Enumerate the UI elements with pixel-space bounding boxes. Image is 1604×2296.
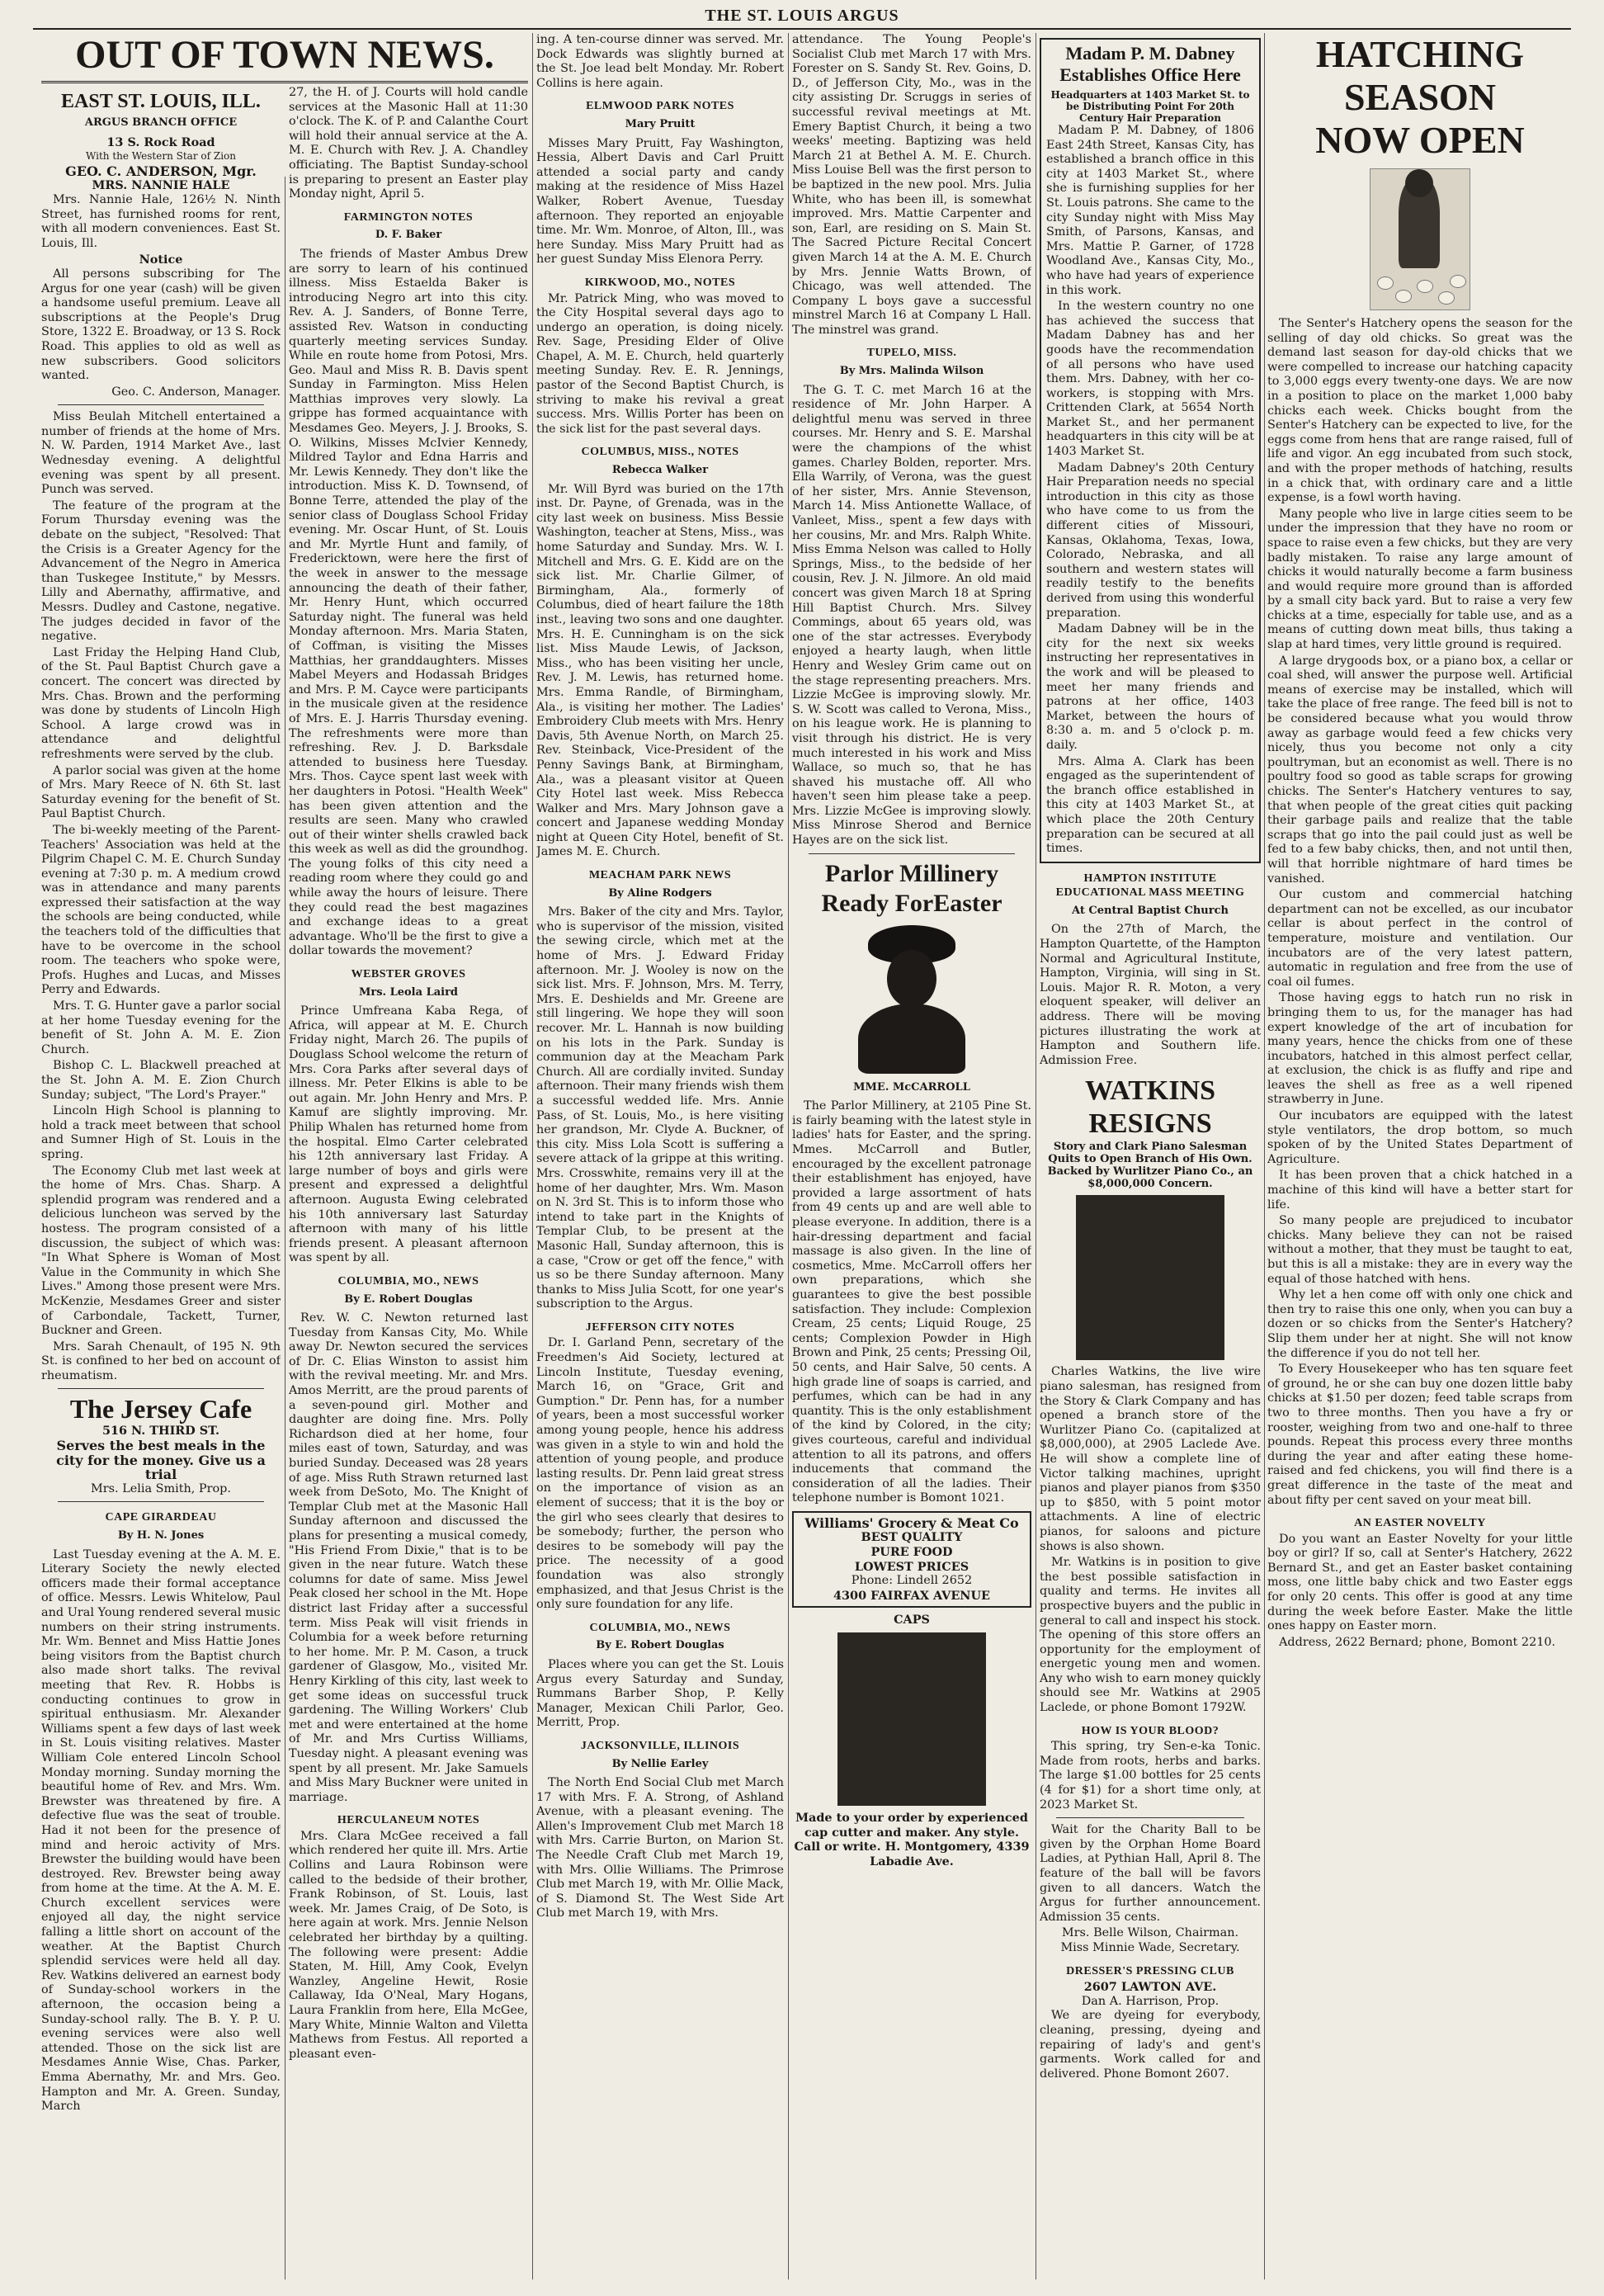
masthead: THE ST. LOUIS ARGUS (33, 7, 1571, 30)
section-title: MEACHAM PARK NEWS (588, 869, 732, 882)
paragraph: On the 27th of March, the Hampton Quartette, of the Hampton Normal and Agricultural Institute, Hampton, Virginia, will sing in St. Louis. Major R. R. Moton, a very eloquent speaker, will deliver an address. There will be moving pictures illustrating the work at Hampton and Southern life. Admission Free. (1040, 923, 1261, 1067)
paragraph: Wait for the Charity Ball to be given by the Orphan Home Board Ladies, at Pythian Hall, April 8. The feature of the ball will be favors given to all dancers. Watch the Argus for further announcement. Admission 35 cents. (1040, 1823, 1261, 1924)
section-title: ELMWOOD PARK NOTES (586, 100, 734, 113)
section-title: HERCULANEUM NOTES (337, 1814, 480, 1827)
east-st-louis-column (41, 86, 281, 2279)
paragraph: Last Friday the Helping Hand Club, of the St. Paul Baptist Church gave a concert. The concert was directed by Mrs. Chas. Brown and the performing was done by students of Lincoln High School. A large crowd was in attendance and delightful refreshments were served by the club. (41, 645, 281, 761)
column-rule (532, 33, 533, 2279)
byline: By Nellie Earley (611, 1757, 709, 1770)
ad-title: Madam P. M. Dabney Establishes Office Here (1059, 43, 1241, 85)
ad-line: 4300 FAIRFAX AVENUE (833, 1588, 990, 1603)
chicks-illustration (1370, 168, 1470, 310)
paragraph: Mrs. Baker of the city and Mrs. Taylor, who is supervisor of the mission, visited the sewing circle, which met at the home of Mrs. J. Edward Friday afternoon. Mr. J. Wooley is now on the sick list. Mrs. F. Johnson, Mrs. M. Terry, Mrs. E. Deshields and Mr. Greene are still lingering. We hope they will soon recover. Mr. L. Hannah is now building on his lots in the Park. Sunday is communion day at the Meacham Park Church. All are cordially invited. Sunday afternoon. Their many friends wish them a successful wedded life. Mrs. Annie Pass, of St. Louis, Mo., is here visiting her grandson, Mr. Clyde A. Buckner, of this city. Miss Lola Scott is suffering a severe attack of la grippe at this writing. Mrs. Crosswhite, remains very ill at the home of her daughter, Mrs. Wm. Mason on N. 3rd St. This is to inform those who intend to take part in the Knights of Templar Club, to be present at the Masonic Hall, Sunday afternoon, this is a case, "Crow or get off the fence," with us so be there Sunday afternoon. Many thanks to Miss Julia Scott, for one year's subscription to the Argus. (536, 905, 784, 1311)
jersey-cafe-prop: Mrs. Lelia Smith, Prop. (91, 1481, 231, 1495)
byline: By H. N. Jones (117, 1529, 205, 1542)
paragraph: To Every Housekeeper who has ten square feet of ground, he or she can buy one dozen little baby chicks at $1.50 per dozen; feed table scraps from two to three months. Then you have a fry or rooster, weighing from two and one-half to three pounds. Repeat this process every three months during the year and after eating these home-raised and fed chickens, you will find there is a great difference in the taste of the meat and about fifty per cent saved on your meat bill. (1267, 1363, 1573, 1507)
paragraph: Lincoln High School is planning to hold a track meet between that school and Sumner High of St. Louis in the spring. (41, 1104, 281, 1161)
section-title: AN EASTER NOVELTY (1354, 1517, 1486, 1530)
section-title: COLUMBUS, MISS., NOTES (581, 446, 739, 459)
ad-line: BEST QUALITY (861, 1530, 963, 1545)
paragraph: Mr. Watkins is in position to give the best possible satisfaction in quality and terms. He invites all prospective buyers and the public in general to call and inspect his stock. The opening of this store offers an opportunity for the employment of energetic young men and women. Any who wish to earn money quickly should see Mr. Watkins at 2905 Laclede, or phone Bomont 1792W. (1040, 1556, 1261, 1715)
paragraph: ing. A ten-course dinner was served. Mr. Dock Edwards was slightly burned at the St. Joe lead belt Monday. Mr. Robert Collins is here again. (536, 33, 784, 90)
paragraph: Why let a hen come off with only one chick and then try to raise this one only, when you can buy a dozen or so chicks from the Senter's Hatchery? Slip them under her at night. She will not know the difference if you do not tell her. (1267, 1288, 1573, 1360)
paragraph: Our incubators are equipped with the latest style ventilators, the drop bottom, so much spoken of by the United States Department of Agriculture. (1267, 1109, 1573, 1166)
paragraph: So many people are prejudiced to incubator chicks. Many believe they can not be raised without a mother, that they must be taught to eat, but this is all a mistake: they are in every way the equal of those hatched with hens. (1267, 1214, 1573, 1286)
section-title: COLUMBIA, MO., NEWS (337, 1274, 479, 1287)
column-rule (1264, 33, 1265, 2279)
affiliation: With the Western Star of Zion (86, 150, 236, 163)
subhead: MRS. NANNIE HALE (92, 178, 230, 193)
paragraph: Madam Dabney's 20th Century Hair Preparation needs no special introduction in this city as those who have come to us from the different cities of Missouri, Kansas, Oklahoma, Texas, Iowa, Colorado, Nebraska, and all southern and western states will readily testify to the benefits derived from using this wonderful preparation. (1046, 461, 1254, 620)
dabney-ad (1040, 38, 1261, 863)
paragraph: 27, the H. of J. Courts will hold candle services at the Masonic Hall at 11:30 o'clock. The K. of P. and Calanthe Court will hold their annual service at the A. M. E. Church with Rev. J. A. Chandley officiating. The Baptist Sunday-school is preparing to present an Easter play Monday night, April 5. (289, 86, 528, 201)
byline: By Aline Rodgers (608, 886, 712, 900)
byline: Mary Pruitt (625, 117, 696, 130)
hatching-headline: HATCHING (1315, 33, 1525, 75)
paragraph: The feature of the program at the Forum Thursday evening was the debate on the subject, "Resolved: That the Crisis is a Greater Agency for the Advancement of the Negro in America than Tuskegee Institute," by Messrs. Lilly and Abernathy, affirmative, and Messrs. Dudley and Castone, negative. The judges decided in favor of the negative. (41, 498, 281, 644)
caps-title: CAPS (894, 1613, 930, 1628)
column-3 (792, 33, 1031, 2279)
paragraph: attendance. The Young People's Socialist Club met March 17 with Mrs. Forester on S. Sandy St. Rev. Goins, D. D., of Jefferson City, Mo., was in the city assisting Dr. Scruggs in series of successful revival meetings at Mt. Emery Baptist Church, it being a two weeks' meeting. Baptizing was held March 21 at Bethel A. M. E. Church. Miss Louise Bell was the first person to be baptized in the new pool. Mrs. Julia White, who has been ill, is somewhat improved. Mrs. Mattie Carpenter and son, Earl, are residing on S. Main St. The Sacred Picture Recital Concert given March 14 at the A. M. E. Church by Mrs. Jennie Watts Brown, of Chicago, was well attended. The Company L boys gave a successful minstrel March 16 at Company L Hall. The minstrel was grand. (792, 33, 1031, 337)
paragraph: A parlor social was given at the home of Mrs. Mary Reece of N. 6th St. last Saturday evening for the benefit of St. Paul Baptist Church. (41, 763, 281, 821)
paragraph: The bi-weekly meeting of the Parent-Teachers' Association was held at the Pilgrim Chapel C. M. E. Church Sunday evening at 7:30 p. m. A medium crowd was in attendance and many parents expressed their satisfaction at the way the schools are being conducted, while the teachers told of the difficulties that have to be overcome in the school room. The teachers who spoke were, Profs. Hughes and Lucas, and Misses Perry and Edwards. (41, 823, 281, 997)
section-title: HOW IS YOUR BLOOD? (1081, 1724, 1220, 1737)
section-title: WEBSTER GROVES (351, 968, 466, 981)
section-title: EAST ST. LOUIS, ILL. (61, 91, 261, 112)
paragraph: All persons subscribing for The Argus for one year (cash) will be given a handsome useful premium. Leave all subscriptions at the People's Drug Store, 1322 E. Broadway, or 13 S. Rock Road. This applies to old as well as new subscribers. Good solicitors wanted. (41, 267, 281, 383)
hatching-headline: SEASON (1343, 76, 1497, 118)
byline: At Central Baptist Church (1072, 904, 1229, 917)
paragraph: The Senter's Hatchery opens the season for the selling of day old chicks. So great was the demand last season for day-old chicks that we were compelled to increase our hatching capacity to 3,000 eggs every twenty-one days. We are now in a position to place on the market 1,000 baby chicks each week. Chicks bought from the Senter's Hatchery can be expected to live, for the eggs come from hens that are range raised, full of life and vigor. An egg incubated from such stock, and with the proper methods of hatching, results in a chick that, with ordinary care and a little expense, is a fowl worth having. (1267, 317, 1573, 505)
subhead: Notice (139, 253, 183, 267)
paragraph: Rev. W. C. Newton returned last Tuesday from Kansas City, Mo. While away Dr. Newton secured the services of Dr. C. Elias Winston to assist him with the revival meeting. Mr. and Mrs. Amos Merritt, are the proud parents of a seven-pound girl. Mother and daughter are doing fine. Mrs. Polly Richardson died at her home, four miles east of town, Saturday, and was buried Sunday. Deceased was 28 years of age. Miss Ruth Strawn returned last week from DeSoto, Mo. The Knight of Templar Club met at the Masonic Hall Sunday afternoon and discussed the plans for presenting a musical comedy, "His Friend From Dixie," that is to be given in the near future. Watch these columns for date of same. Miss Jewel Peak closed her school in the Mt. Hope district last Friday after a successful term. Miss Peak will visit friends in Columbia for a week before returning to her home. Mr. P. M. Cason, a truck gardener of Glasgow, Mo., visited Mr. Henry Kirkling of this city, last week to get some ideas on successful truck gardening. The Willing Workers' Club met and were entertained at the home of Mr. and Mrs Curtiss Williams, Tuesday night. A pleasant evening was spent by all present. Mr. Jake Samuels and Miss Mary Buckner were united in marriage. (289, 1311, 528, 1804)
paragraph: Mrs. T. G. Hunter gave a parlor social at her home Tuesday evening for the benefit of St. John A. M. E. Zion Church. (41, 999, 281, 1056)
watkins-headline: WATKINS RESIGNS (1084, 1075, 1216, 1140)
proprietor: Dan A. Harrison, Prop. (1081, 1994, 1220, 2008)
paragraph: The Parlor Millinery, at 2105 Pine St. is fairly beaming with the latest style in ladies' hats for Easter, and the spring. Mmes. McCarroll and Butler, encouraged by the excellent patronage their establishment has enjoyed, have provided a large assortment of hats from 49 cents up and are well able to please everyone. In addition, there is a hair-dressing department and facial massage is also given. In the line of cosmetics, Mme. McCarroll offers her own preparations, which she guarantees to give the best possible satisfaction. They include: Complexion Cream, 25 cents; Liquid Rouge, 25 cents; Complexion Powder in High Brown and Pink, 25 cents; Pressing Oil, 50 cents, and Hair Salve, 50 cents. A high grade line of soaps is carried, and perfumes, which can be had in any quantity. This is the only establishment of the kind by Colored, in the city; gives courteous, careful and individual attention to all its patrons, and offers inducements that command the consideration of all the ladies. Their telephone number is Bomont 1021. (792, 1099, 1031, 1505)
paragraph: Do you want an Easter Novelty for your little boy or girl? If so, call at Senter's Hatchery, 2622 Bernard St., and get an Easter basket containing moss, one little baby chick and two Easter eggs for only 20 cents. This offer is good at any time during the week before Easter. Make the little ones happy on Easter morn. (1267, 1532, 1573, 1633)
signature: Geo. C. Anderson, Manager. (111, 385, 281, 399)
byline: Mrs. Leola Laird (358, 985, 459, 999)
column-4 (1040, 33, 1261, 2279)
section-title: JACKSONVILLE, ILLINOIS (580, 1739, 740, 1752)
byline: D. F. Baker (375, 229, 442, 242)
column-rule (788, 33, 789, 2279)
paragraph: Miss Beulah Mitchell entertained a number of friends at the home of Mrs. N. W. Parden, 1914 Market Ave., last Wednesday evening. A delightful evening was spent by all present. Punch was served. (41, 410, 281, 497)
section-title: KIRKWOOD, MO., NOTES (584, 276, 736, 289)
paragraph: Mrs. Alma A. Clark has been engaged as the superintendent of the branch office established in this city at 1403 Market St., at which place the 20th Century preparation can be secured at all times. (1046, 754, 1254, 856)
jersey-cafe-title: The Jersey Cafe (69, 1394, 252, 1424)
section-title: HAMPTON INSTITUTE EDUCATIONAL MASS MEETING (1055, 872, 1245, 900)
paragraph: Prince Umfreana Kaba Rega, of Africa, will appear at M. E. Church Friday night, March 26. The pupils of Douglass School welcome the return of Mrs. Cora Parks after several days of illness. Mr. Peter Elkins is able to be out again. Mr. John Henry and Mrs. P. Kamuf are slightly improving. Mr. Philip Whalen has returned home from the hospital. Elmo Carter celebrated his 12th anniversary last Friday. A large number of boys and girls were present and expressed a delightful afternoon. Augusta Ewing celebrated his 10th anniversary last Saturday afternoon with many of his little friends present. A pleasant afternoon was spent by all. (289, 1004, 528, 1265)
manager: GEO. C. ANDERSON, Mgr. (65, 163, 257, 179)
paragraph: Our custom and commercial hatching department can not be excelled, as our incubator cellar is about perfect in the control of temperature, moisture and ventilation. Our incubators are of the very latest pattern, automatic in regulation and free from the use of coal oil fumes. (1267, 888, 1573, 989)
paragraph: Mr. Will Byrd was buried on the 17th inst. Dr. Payne, of Grenada, was in the city last week on business. Miss Bessie Washington, teacher at Stens, Miss., was home Saturday and Sunday. Mrs. W. I. Mitchell and Mrs. G. E. Kidd are on the sick list. Mr. Charlie Gilmer, of Birmingham, Ala., formerly of Columbus, died of heart failure the 18th inst., leaving two sons and one daughter. Mrs. H. E. Cunningham is on the sick list. Miss Maude Lewis, of Jackson, Miss., who has been visiting her uncle, Rev. J. M. Lewis, has returned home. Mrs. Emma Randle, of Birmingham, Ala., is visiting her mother. The Ladies' Embroidery Club meets with Mrs. Henry Davis, 5th Avenue North, on March 25. Rev. Steinback, Vice-President of the Penny Savings Bank, at Birmingham, Ala., was a pleasant visitor at Queen City Hotel last week. Miss Rebecca Walker and Mrs. Mary Johnson gave a concert and Japanese wedding Monday night at Queen City Hotel, benefit of St. James M. E. Church. (536, 482, 784, 859)
ad-subtitle: Headquarters at 1403 Market St. to be Distributing Point For 20th Century Hair Preparation (1050, 89, 1250, 124)
ad-line: PURE FOOD (870, 1545, 953, 1560)
byline: By E. Robert Douglas (344, 1292, 473, 1306)
paragraph: Those having eggs to hatch run no risk in bringing them to us, for the manager has had expert knowledge of the art of incubation for many years, hence the chicks from one of these incubators, hatched in this almost perfect cellar, at exclusion, the chick is as fluffy and ripe and leaves the shell as free as a well ripened strawberry in June. (1267, 991, 1573, 1107)
section-title: CAPE GIRARDEAU (105, 1511, 217, 1524)
paragraph: Mrs. Sarah Chenault, of 195 N. 9th St. is confined to her bed on account of rheumatism. (41, 1339, 281, 1382)
address: 13 S. Rock Road (106, 135, 215, 149)
photo-caption: MME. McCARROLL (853, 1080, 970, 1094)
signature: Mrs. Belle Wilson, Chairman. (1061, 1926, 1239, 1940)
paragraph: Many people who live in large cities seem to be under the impression that they have no room or space to raise even a few chicks, but they are very badly mistaken. To raise any large amount of chicks it would naturally become a farm business and would require more ground than is afforded by a small city back yard. But to raise a very few chicks at a time, especially for table use, and as a means of cutting down meat bills, thus taking a slap at hard times, very little ground is required. (1267, 507, 1573, 652)
paragraph: It has been proven that a chick hatched in a machine of this kind will have a better start for life. (1267, 1169, 1573, 1212)
section-title: COLUMBIA, MO., NEWS (589, 1621, 731, 1634)
section-title: TUPELO, MISS. (866, 347, 957, 360)
banner-headline: OUT OF TOWN NEWS. (41, 33, 528, 83)
paragraph: Mrs. Clara McGee received a fall which rendered her quite ill. Mrs. Artie Collins and Laura Robinson were called to the bedside of their brother, Frank Robinson, of St. Louis, last week. Mr. James Craig, of De Soto, is here again at work. Mrs. Jennie Nelson celebrated her birthday by a quilting. The following were present: Addie Staten, M. Hill, Amy Cook, Evelyn Wanzley, Angeline Hewit, Rosie Callaway, Ida O'Neal, Mary Hogans, Laura Franklin from here, Ella McGee, Mary White, Minnie Walton and Viletta Mathews from Festus. All reported a pleasant even- (289, 1829, 528, 2061)
paragraph: We are dyeing for everybody, cleaning, pressing, dyeing and repairing of lady's and gent's garments. Work called for and delivered. Phone Bomont 2607. (1040, 2009, 1261, 2081)
portrait-photo (1076, 1195, 1224, 1360)
paragraph: Charles Watkins, the live wire piano salesman, has resigned from the Story & Clark Company and has opened a branch store of the Wurlitzer Piano Co. (capitalized at $8,000,000), at 2905 Laclede Ave. He will show a complete line of Victor talking machines, upright pianos and player pianos from $350 up to $850, with 5 point motor attachments. A line of electric pianos, for saloons and picture shows is also shown. (1040, 1365, 1261, 1553)
paragraph: In the western country no one has achieved the success that Madam Dabney has and her goods have the recommendation of all persons who have used them. Mrs. Dabney, with her co-workers, is stopping with Mrs. Crittenden Clark, at 5654 North Market St., and her permanent headquarters in this city will be at 1403 Market St. (1046, 300, 1254, 459)
jersey-cafe-slogan: Serves the best meals in the city for the money. Give us a trial (56, 1438, 266, 1483)
section-title: FARMINGTON NOTES (343, 210, 474, 224)
section-title: JEFFERSON CITY NOTES (585, 1320, 735, 1334)
paragraph: Mrs. Nannie Hale, 126½ N. Ninth Street, has furnished rooms for rent, with all modern conveniences. East St. Louis, Ill. (41, 192, 281, 250)
paragraph: Places where you can get the St. Louis Argus every Saturday and Sunday, Rummans Barber Shop, P. Kelly Manager, Mexican Chili Parlor, Geo. Merritt, Prop. (536, 1657, 784, 1730)
section-title: DRESSER'S PRESSING CLUB (1066, 1964, 1234, 1977)
portrait-silhouette (850, 925, 974, 1074)
paragraph: Bishop C. L. Blackwell preached at the St. John A. M. E. Zion Church Sunday; subject, "The Lord's Prayer." (41, 1059, 281, 1102)
column-5 (1267, 33, 1573, 2279)
caps-ad: Made to your order by experienced cap cutter and maker. Any style. Call or write. H. Montgomery, 4339 Labadie Ave. (794, 1811, 1030, 1868)
paragraph: Last Tuesday evening at the A. M. E. Literary Society the newly elected officers made their formal acceptance of office. Messrs. Lewis Whitelow, Paul and Ural Young rendered several music numbers on their string instruments. Mr. Wm. Bennet and Miss Hattie Jones being visitors from the Baptist church also made short talks. The revival meeting that Rev. R. Hobbs is conducting continues to grow in spiritual enthusiasm. Mr. Alexander Williams spent a few days of last week in St. Louis visiting relatives. Master William Cole entered Lincoln School Monday morning. Sunday morning the beautiful home of Rev. and Mrs. Wm. Brewster was threatened by fire. A defective flue was the seat of trouble. Had it not been for the presence of mind and heroic activity of Mrs. Brewster the building would have been destroyed. Rev. Brewster being away from home at the time. At the A. M. E. Church excellent services were enjoyed all day, the night service falling a little short on account of the weather. At the Baptist Church splendid services were held all day. Rev. Watkins delivered an earnest body of Sunday-school workers in the afternoon, the occasion being a Sunday-school rally. The B. Y. P. U. evening services were also well attended. Those on the sick list are Mesdames Annie Wise, Chas. Parker, Emma Abernathy, Mr. and Mrs. Geo. Hampton and Mr. A. Green. Sunday, March (41, 1547, 281, 2114)
ad-title: Williams' Grocery & Meat Co (804, 1514, 1019, 1531)
office-label: ARGUS BRANCH OFFICE (84, 116, 238, 129)
paragraph: The Economy Club met last week at the home of Mrs. Chas. Sharp. A splendid program was rendered and a delicious luncheon was served by the hostess. The program consisted of a discussion, the subject of which was: "In What Sphere is Woman of Most Value in the Community in which She Lives." Among those present were Mrs. McKenzie, Mesdames Greer and sister of Carbondale, Tackett, Turner, Buckner and Green. (41, 1164, 281, 1338)
byline: By E. Robert Douglas (596, 1639, 724, 1652)
paragraph: Madam P. M. Dabney, of 1806 East 24th Street, Kansas City, has established a branch office in this city at 1403 Market St., where she is furnishing supplies for her St. Louis patrons. She came to the city Sunday night with Miss May Smith, of Parsons, Kansas, and Mrs. Mattie P. Garner, of 1728 Woodland Ave., Kansas City, Mo., who have had years of experience in this work. (1046, 124, 1254, 297)
paragraph: This spring, try Sen-e-ka Tonic. Made from roots, herbs and barks. The large $1.00 bottles for 25 cents (4 for $1) for a short time only, at 2023 Market St. (1040, 1740, 1261, 1812)
paragraph: Misses Mary Pruitt, Fay Washington, Hessia, Albert Davis and Carl Pruitt attended a social party and candy making at the residence of Miss Hazel Walker, Robert Avenue, Tuesday afternoon. They reported an enjoyable time. Mr. Wm. Monroe, of Alton, Ill., was here Sunday. Miss Mary Pruitt had as her guest Sunday Miss Elenora Perry. (536, 136, 784, 267)
paragraph: Mr. Patrick Ming, who was moved to the City Hospital several days ago to undergo an operation, is doing nicely. Rev. Sage, Presiding Elder of Olive Chapel, A. M. E. Church, held quarterly meeting Sunday. Rev. E. R. Jennings, pastor of the Second Baptist Church, is striving to make his revival a great success. Mrs. Willis Porter has been on the sick list for the past several days. (536, 291, 784, 436)
continuation-column (289, 86, 528, 2279)
byline: Rebecca Walker (611, 464, 709, 477)
paragraph: The friends of Master Ambus Drew are sorry to learn of his continued illness. Miss Estaelda Baker is introducing Negro art into this city. Rev. A. J. Sanders, of Bonne Terre, assisted Rev. Watson in conducting quarterly meeting services Sunday. While en route home from Potosi, Mrs. Geo. Maul and Miss R. B. Davis spent Sunday in Farmington. Miss Helen Matthias improves very slowly. La grippe has formed acquaintance with Mesdames Geo. Meyers, J. J. Brooks, S. O. Wilkins, Misses McIvier Kennedy, Mildred Taylor and Edna Harris and Mr. Lewis Kennedy. They don't like the introduction. Miss K. D. Townsend, of Bonne Terre, attended the play of the senior class of Douglass School Friday evening. Mr. Oscar Hunt, of St. Louis and Mr. Myrtle Hunt and family, of Fredericktown, were here the first of the week in answer to the message announcing the death of their father, Mr. Henry Hunt, which occurred Saturday night. The funeral was held Monday afternoon. Mrs. Maria Staten, of Coffman, is visiting the Misses Matthias, her granddaughters. Misses Mabel Meyers and Hodassah Bridges and Mrs. P. M. Cayce were participants in the musicale given at the residence of Mrs. E. J. Harris Thursday evening. The refreshments were more than refreshing. Rev. J. D. Barksdale attended to business here Tuesday. Mrs. Thos. Cayce spent last week with her daughters in Potosi. "Health Week" has been given attention and the results are seen. Many who crawled out of their winter shells crawled back this week as well as did the groundhog. The young folks of this city need a reading room where they could go and while away the hours of leisure. There they could read the best magazines and exchange ideas to a great advantage. Who'll be the first to give a dollar towards the movement? (289, 247, 528, 958)
ad-line: LOWEST PRICES (854, 1559, 969, 1574)
paragraph: Madam Dabney will be in the city for the next six weeks instructing her representatives in the work and will be pleased to meet her many friends and patrons at her office, 1403 Market, between the hours of 8:30 a. m. and 5 o'clock p. m. daily. (1046, 622, 1254, 752)
paragraph: The G. T. C. met March 16 at the residence of Mr. John Harper. A delightful menu was served in three courses. Mr. Henry and S. E. Marshal were the champions of the whist games. Charley Bolden, reporter. Mrs. Ella Warrily, of Verona, was the guest of her sister, Mrs. Annie Stevenson, March 14. Miss Antionette Wallace, of Vanleet, Miss., spent a few days with her cousins, Mr. and Mrs. Ralph White. Miss Emma Nelson was called to Holly Springs, Miss., to the bedside of her cousin, Rev. J. N. Jilmore. An old maid concert was given March 18 at Spring Hill Baptist Church. Mrs. Silvey Commings, about 65 years old, was one of the star actresses. Everybody enjoyed a hearty laugh, when little Henry and Wesley Grim came out on the stage representing preachers. Mrs. Lizzie McGee is improving slowly. Mr. S. W. Scott was called to Verona, Miss., on his league work. He is planning to visit through his district. He is very much interested in his work and Miss Wallace, so much so, that he has shaved his mustache off. All who haven't seen him please take a peep. Mrs. Lizzie McGee is improving slowly. Miss Minrose Sherod and Bernice Hayes are on the sick list. (792, 383, 1031, 848)
paragraph: The North End Social Club met March 17 with Mrs. F. A. Strong, of Ashland Avenue, with a pleasant evening. The Allen's Improvement Club met March 18 with Mrs. Carrie Burton, on Marion St. The Needle Craft Club met March 19, with Mrs. Ollie Williams. The Primrose Club met March 19, with Mr. Ollie Mack, of S. Diamond St. The West Side Art Club met March 19, with Mrs. (536, 1776, 784, 1920)
column-2 (536, 33, 784, 2279)
portrait-photo (837, 1632, 986, 1806)
hatching-headline: NOW OPEN (1315, 119, 1525, 161)
signature: Miss Minnie Wade, Secretary. (1060, 1940, 1240, 1954)
paragraph: Dr. I. Garland Penn, secretary of the Freedmen's Aid Society, lectured at Lincoln Institute, Tuesday evening, March 16, on "Grace, Grit and Gumption." Dr. Penn has, for a number of years, been a most successful worker among young people, hence his address was given in a style to win and hold the attention of young people, and produce lasting results. Dr. Penn laid great stress on the importance of vision as an element of success; that it is the boy or the girl who sees clearly that desires to be somebody; further, the person who desires to be somebody will pay the price. The necessity of a good foundation was also strongly emphasized, and that Jesus Christ is the only sure foundation for any life. (536, 1336, 784, 1612)
address: 2607 LAWTON AVE. (1083, 1980, 1217, 1995)
williams-grocery-ad (792, 1511, 1031, 1609)
paragraph: Address, 2622 Bernard; phone, Bomont 2210. (1279, 1635, 1556, 1649)
parlor-millinery-headline: Parlor Millinery Ready ForEaster (821, 859, 1002, 917)
paragraph: A large drygoods box, or a piano box, a cellar or coal shed, will answer the purpose well. Artificial means of exercise may be installed, which will take the place of free range. The feed bill is not to be considered because what you would throw away as garbage would feed a few chicks very nicely, thus you become not only a city poultryman, but an economist as well. There is no poultry food so good as table scraps for growing chicks. The Senter's Hatchery ventures to say, that when people of the great cities quit packing their garbage pails and realize that the table scraps that go into the pail could just as well be fed to a few baby chicks, then, and not until then, will that horrible nightmare of hard times be vanished. (1267, 654, 1573, 886)
jersey-cafe-address: 516 N. THIRD ST. (101, 1424, 220, 1439)
ad-line: Phone: Lindell 2652 (851, 1574, 973, 1588)
column-out-of-town (41, 33, 528, 2279)
watkins-subhead: Story and Clark Piano Salesman Quits to Open Branch of His Own. Backed by Wurlitzer Piano Co., an $8,000,000 Concern. (1047, 1141, 1253, 1191)
byline: By Mrs. Malinda Wilson (839, 365, 984, 378)
